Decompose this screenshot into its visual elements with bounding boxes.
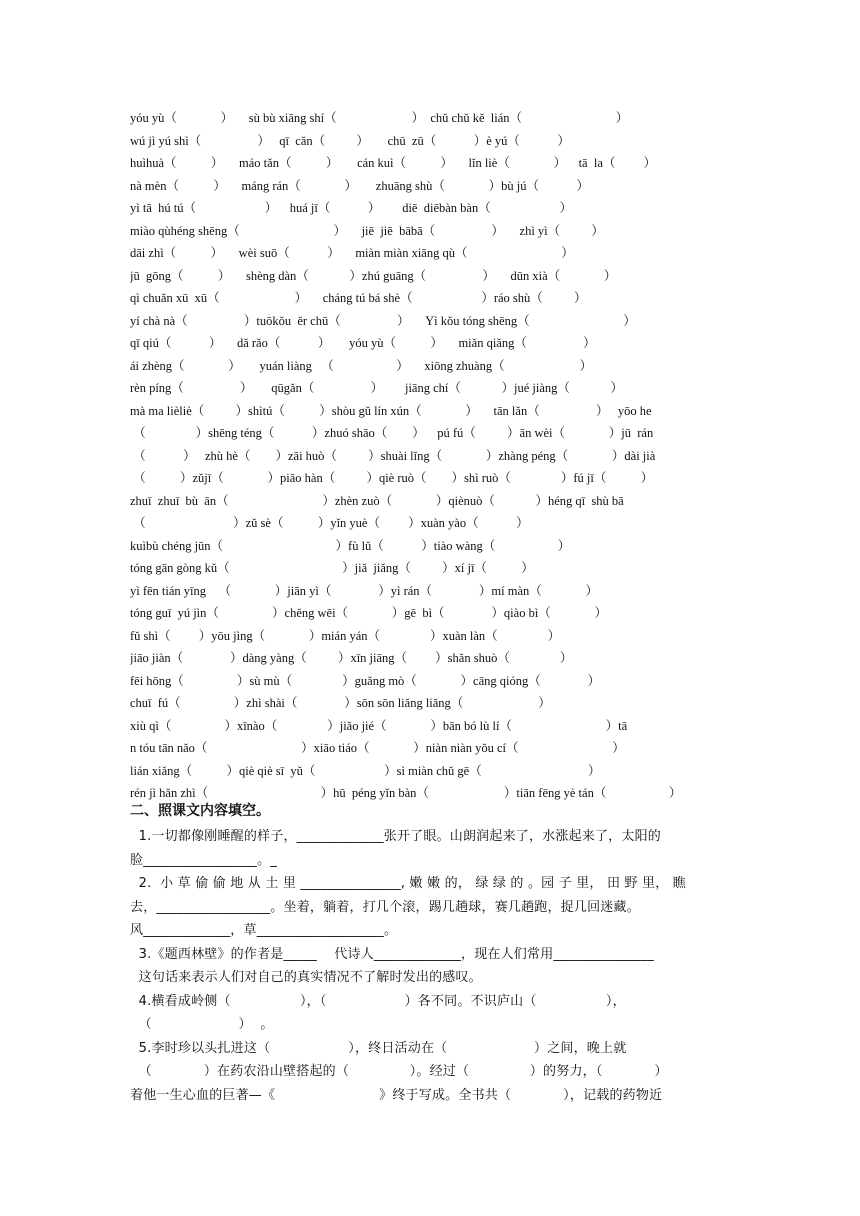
pinyin-line: yí chà nà（ ）tuōkǒu ěr chū（ ） Yì kǒu tóng shēng（ ） — [130, 313, 636, 328]
pinyin-line: jū gōng（ ） shèng dàn（ ）zhú guāng（ ） dūn xià（ ） — [130, 268, 617, 283]
pinyin-line: dāi zhì（ ） wèi suō（ ） miàn miàn xiāng qù（ ） — [130, 246, 574, 260]
pinyin-line: （ ）zǔjī（ ）piāo hàn（ ）qiè ruò（ ）shì ruò（ ）fú jī（ ） — [130, 471, 654, 485]
pinyin-line: mà ma lièliè（ ）shìtú（ ）shòu gǔ lín xún（ ） tān lǎn（ ） yōo he — [130, 403, 652, 418]
pinyin-line: tóng guī yú jìn（ ）chěng wēi（ ）gē bì（ ）qiào bì（ ） — [130, 606, 608, 620]
fill-line: 3.《题西林壁》的作者是_____ 代诗人_____________，现在人们常用_______________ — [130, 946, 654, 962]
fill-line: 脸_________________。_ — [130, 852, 277, 868]
fill-line: 去，_________________。坐着，躺着，打几个滚，踢几趟球，赛几趟跑，捉几回迷藏。 — [130, 899, 640, 915]
pinyin-line: tóng gān gòng kǔ（ ）jiǎ jiǎng（ ）xí jī（ ） — [130, 561, 534, 575]
fill-line: 5.李时珍以头扎进这（ ），终日活动在（ ）之间，晚上就 — [130, 1040, 627, 1056]
fill-in-exercise — [130, 825, 732, 1107]
pinyin-line: huìhuà（ ） máo tǎn（ ） cán kuì（ ） lǐn liè（ ） tā la（ ） — [130, 156, 656, 170]
pinyin-line: yóu yù（ ） sù bù xiāng shí（ ） chǔ chǔ kě lián（ ） — [130, 111, 629, 125]
pinyin-line: zhuī zhuī bù ān（ ）zhèn zuò（ ）qiènuò（ ）héng qī shù bā — [130, 493, 624, 508]
pinyin-line: miào qùhéng shēng（ ） jiē jiē bābā（ ） zhì yì（ ） — [130, 223, 604, 238]
section-title: 二、照课文内容填空。 — [130, 803, 270, 819]
fill-line: 着他一生心血的巨著—《 》终于写成。全书共（ ），记载的药物近 — [130, 1087, 663, 1103]
pinyin-line: （ ）zǔ sè（ ）yǐn yuè（ ）xuàn yào（ ） — [130, 516, 529, 530]
pinyin-line: qì chuǎn xū xū（ ） cháng tú bá shè（ ）ráo shù（ ） — [130, 291, 587, 305]
pinyin-line: n tóu tān nǎo（ ）xiāo tiáo（ ）niàn niàn yǒu cí（ ） — [130, 741, 625, 755]
fill-line: 4.横看成岭侧（ ），（ ）各不同。不识庐山（ ）， — [130, 993, 626, 1009]
pinyin-line: yì tā hú tú（ ） huá jī（ ） diē diēbàn bàn（ ） — [130, 201, 572, 215]
pinyin-line: （ ）shēng téng（ ）zhuó shāo（ ） pú fú（ ）ān wèi（ ）jū rán — [130, 426, 654, 440]
fill-line: （ ） 。 — [130, 1017, 274, 1032]
pinyin-line: jiāo jiàn（ ）dàng yàng（ ）xīn jiāng（ ）shǎn shuò（ ） — [130, 651, 573, 665]
pinyin-line: nà mèn（ ） máng rán（ ） zhuāng shù（ ）bù jú（ ） — [130, 178, 589, 193]
fill-line: 风_____________，草___________________。 — [130, 923, 398, 938]
pinyin-exercise — [130, 107, 732, 805]
pinyin-line: yì fēn tián yīng （ ）jiān yì（ ）yì rán（ ）mí màn（ ） — [130, 583, 599, 598]
fill-line: 1.一切都像刚睡醒的样子，_____________张开了眼。山朗润起来了，水涨起来了，太阳的 — [130, 829, 661, 844]
pinyin-line: xiù qì（ ）xīnào（ ）jiǎo jié（ ）bān bó lù lí（ ）tā — [130, 718, 628, 733]
pinyin-line: fēi hōng（ ）sù mù（ ）guǎng mò（ ）cāng qióng（ ） — [130, 673, 601, 688]
fill-line: 这句话来表示人们对自己的真实情况不了解时发出的感叹。 — [130, 970, 482, 985]
pinyin-line: chuī fú（ ）zhì shài（ ）sōn sōn liǎng liǎng（ ） — [130, 696, 551, 710]
pinyin-line: wú jì yú shì（ ） qī cǎn（ ） chū zū（ ）è yú（ ） — [130, 133, 570, 148]
pinyin-line: kuìbù chéng jūn（ ）fù lǔ（ ）tiào wàng（ ） — [130, 538, 571, 553]
pinyin-line: （ ） zhù hè（ ）zāi huò（ ）shuài lǐng（ ）zhàng péng（ ）dài jià — [130, 448, 656, 463]
fill-line: （ ）在药农沿山壁搭起的（ ）。经过（ ）的努力，（ ） — [130, 1064, 668, 1079]
pinyin-line: fǔ shì（ ）yōu jìng（ ）mián yán（ ）xuàn làn（ ） — [130, 628, 561, 643]
fill-line: 2. 小 草 偷 偷 地 从 土 里 _______________, 嫩 嫩 的， 绿 绿 的 。园 子 里， 田 野 里， 瞧 — [130, 876, 686, 891]
pinyin-line: ái zhèng（ ） yuán liàng （ ） xiōng zhuàng（ ） — [130, 358, 593, 373]
pinyin-line: rèn píng（ ） qūgǎn（ ） jiāng chí（ ）jué jiàng（ ） — [130, 381, 624, 395]
pinyin-line: rén jì hǎn zhì（ ）hū péng yǐn bàn（ ）tiān fēng yè tán（ ） — [130, 786, 682, 800]
pinyin-line: qī qiú（ ） dǎ rǎo（ ） yóu yù（ ） miǎn qiǎng（ ） — [130, 336, 596, 350]
pinyin-line: lián xiǎng（ ）qiè qiè sī yǔ（ ）sì miàn chǔ gē（ ） — [130, 763, 601, 778]
